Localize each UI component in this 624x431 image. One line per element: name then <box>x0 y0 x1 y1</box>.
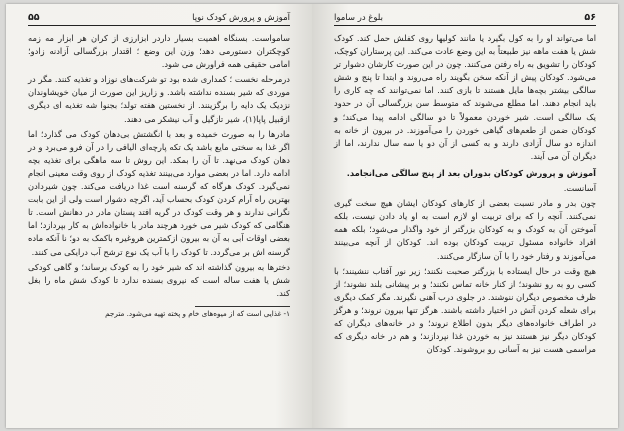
footnote-divider <box>195 306 290 307</box>
book-spread <box>6 4 618 428</box>
paragraph: آسانست. <box>563 183 596 194</box>
footnote: ۱- غذایی است که از میوه‌های خام و پخته تهیه می‌شود. مترجم <box>105 308 290 318</box>
page-header <box>334 12 596 26</box>
paragraph: اما می‌تواند او را به کول بگیرد یا مانند کولیها روی کفلش حمل کند. کودک شش یا هفت ماهه نیز طبیعتاً به این وضع عادت می‌کند. این پرستاران کوچک، کودکان را تشویق به راه رفتن می‌کنند. چون در این صورت کارشان دشوار تر می‌شود. کودکان پیش از آنکه سخن بگویند راه می‌روند و ابتدا تا پنج و شش سالگی بیشتر بچه‌ها مایل هستند تا بازی کنند. اما نمی‌توانند که چه کاری را باید انجام دهند. اما مطلع می‌شوند که متوسط سن بزرگسالی آن در حدود یک سالگی است. شیر خوردن معمولاً تا دو سالگی ادامه پیدا می‌کند؛ و کودکان ضمن از طعم‌های گیاهی خوردن را می‌آموزند. در بیرون از خانه به اندازه دو سال آزادی دارند و به کسی از آن دو یا سه سال ندارند، اما از دیگران آن می آیند. <box>334 33 596 161</box>
section-sentence: آموزش و پرورش کودکان بدوران بعد از پنج سالگی می‌انجامد. <box>346 167 596 178</box>
left-page <box>6 4 312 428</box>
page-body <box>334 32 596 356</box>
paragraph: درمرحله نخست ؛ کمداری شده بود تو شرکت‌های نوزاد و تغذیه کنند. مگر در موردی که شیر بسنده نداشته باشد. و زاریز این صورت از میان خویشاوندان نزدیک یک دایه را برگزینند. از نخستین هفته تولد؛ بجنوا شه تغذیه ای دیگری ازقبیل پاپا(۱)، شیر تازگیل و آب نیشکر می دهند. <box>28 74 290 124</box>
page-header <box>28 12 290 26</box>
paragraph: سامواست. بسنگاه اهمیت بسیار داردر ابزارزی از کران هر ابزار مه زمه کوچکتران دستورمی دهد؛ وزن این وضع ؛ اقتدار بزرگسالی آزادنه زادو؛ امامی حقیقی همه فراورش می شود. <box>28 33 290 70</box>
right-page <box>312 4 618 428</box>
paragraph: چون بدر و مادر نسبت بعضی از کارهای کودکان ایشان هیچ سخت گیری نمی‌کنند. آنچه را که برای تربیت او لازم است به او یاد دادن نیست، بلکه آموختن آن به کودک و به کودکان بزرگتر از خود واگذار می‌شود؛ بلکه همه افراد خانواده مسئول تربیت کودکان بوده اند. کودکان از آنچه می‌بینند می‌آموزند و رفتار خود را با آن سازگار می‌کنند. <box>334 198 596 261</box>
running-title: آموزش و پرورش کودک نوپا <box>192 13 290 23</box>
page-body <box>28 32 290 300</box>
running-title: بلوغ در ساموا <box>334 13 383 23</box>
paragraph: مادرها را به صورت خمیده و بعد با انگشتش بی‌دهان کودک می گذارد؛ اما اگر غذا به سختی مایع باشد یک تکه پارچه‌ای الیافی را در آن فرو می‌برد و در دهان کودک می‌نهد. تا آن را بمکد. این روش تا سه ماهگی برای تغذیه بچه ادامه دارد. اما در بعضی موارد می‌بینند تغذیه کودک از روی وقت معینی انجام نمی‌گیرد. کودک هرگاه که گرسنه است غذا دریافت می‌کند. چون شیردادن بهترین راه آرام کردن کودک بحساب آید، اگرچه دشوار است ولی از این بابت نگرانی ندارند و هر وقت کودک در گریه افتد پستان مادر در دهانش است. تا هنگامی که کودک شیر می خورد هرچند مادر با خانواده‌اش به کار بپردازد؛ اما بعضی اوقات آبی به آن به بیرون ازکمترین هروغیره باکمک به دو؛ نا آنکه ماده گرسنه اش بر می‌گردد. تا کودک را با آب یک نوع ترشح آب درایکی می کنند. <box>28 128 290 257</box>
paragraph: هیچ وقت در حال ایستاده با بزرگتر صحبت نکنند؛ زیر نور آفتاب ننشینند؛ با کسی رو به رو نشوند؛ از کنار خانه تماس نکنند؛ و بر پیشانی بلند نشوند؛ از ظرف مخصوص دیگران ننوشند. در جلوی درب آهنی نگیرند. مگر کمک دیگری برای شعله کردن آتش در اختیار داشته باشند. هرگز تنها بیرون نروند؛ و هرگز در اطراف خانواده‌های دیگر بدون اطلاع نروند؛ و در خانه‌های دیگران که کودکان دیگر نیز هستند نیز به خوردن غذا نپردازند؛ و هم در خانه دیگری که مراسمی هست نیز به آسانی رو بروشوند. کودکان <box>334 265 596 355</box>
page-number: ۵۶ <box>584 12 596 23</box>
paragraph: دخترها به بیرون گذاشته اند که شیر خود را به کودک برساند؛ و گاهی کودکی شش یا هفت ساله است که نیروی بسنده ندارد تا کودک شش ماه را بغل کند. <box>28 261 290 298</box>
page-number: ۵۵ <box>28 12 40 23</box>
